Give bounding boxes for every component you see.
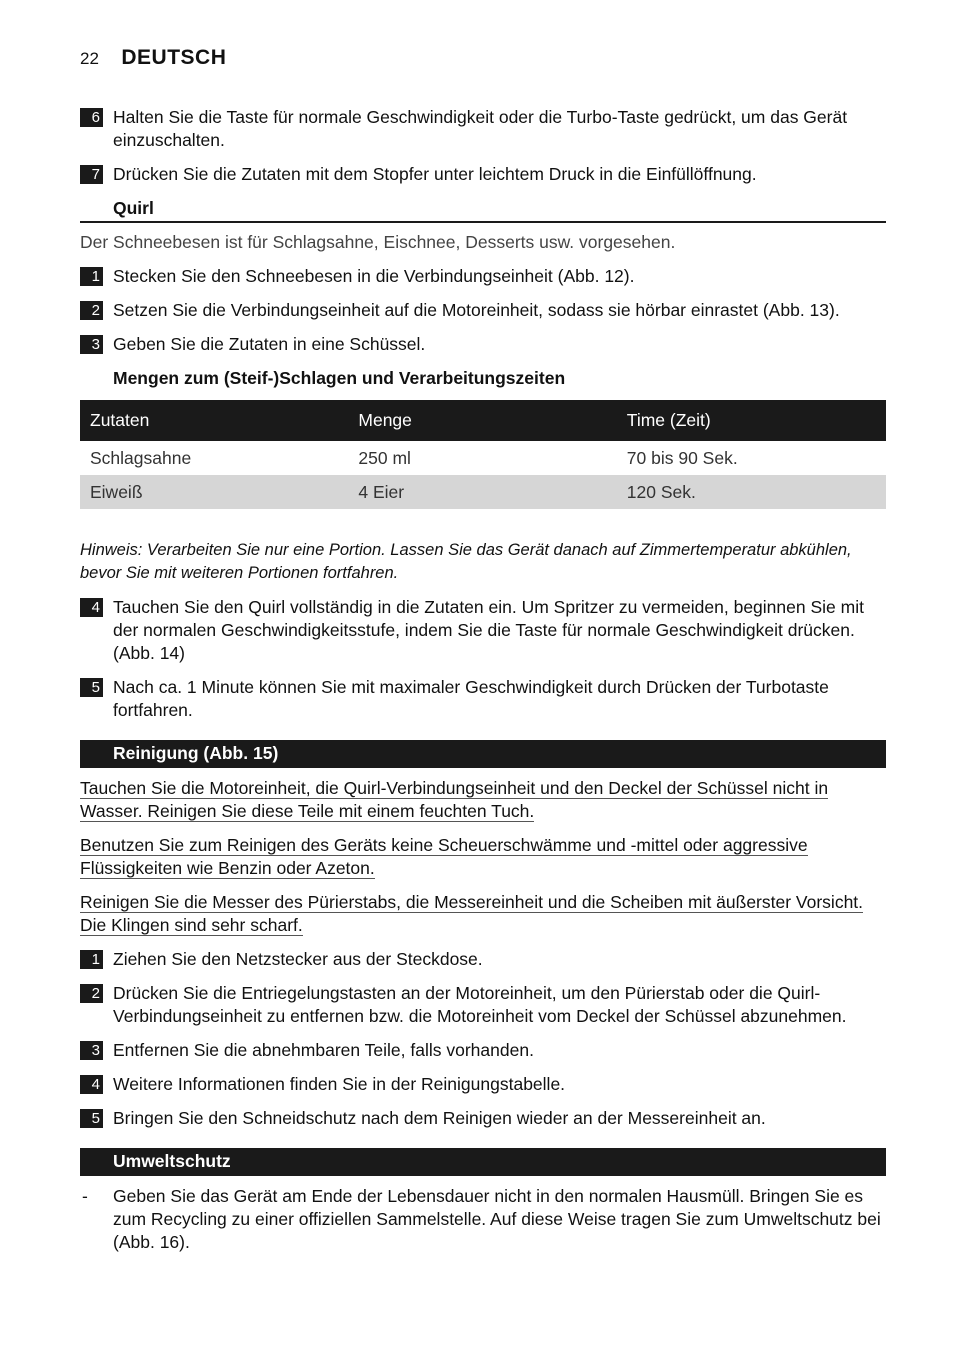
warning-text [80,891,886,937]
table-cell: 4 Eier [348,475,616,509]
warning-line: Reinigen Sie die Messer des Pürierstabs, die Messereinheit und die Scheiben mit äußerster Vorsicht. Die Klingen sind sehr scharf. [80,892,864,935]
page-header [80,46,226,70]
step-item [80,163,886,186]
warning-line: Benutzen Sie zum Reinigen des Geräts keine Scheuerschwämme und -mittel oder aggressive Flüssigkeiten wie Benzin oder Azeton. [80,835,808,878]
processing-table [80,400,886,509]
step-text: Stecken Sie den Schneebesen in die Verbindungseinheit (Abb. 12). [113,266,635,286]
step-item [80,299,886,322]
table-cell: 120 Sek. [617,475,886,509]
table-row [80,441,886,475]
step-number: 3 [80,1041,103,1060]
step-number: 6 [80,108,103,127]
column-header: Zutaten [80,400,348,441]
step-item [80,982,886,1028]
table-cell: Schlagsahne [90,447,192,468]
step-text: Halten Sie die Taste für normale Geschwindigkeit oder die Turbo-Taste gedrückt, um das Gerät einzuschalten. [113,107,848,150]
step-text: Drücken Sie die Entriegelungstasten an der Motoreinheit, um den Pürierstab oder die Quirl-Verbindungseinheit zu entfernen bzw. die Motoreinheit vom Deckel der Schüssel abzunehmen. [113,983,847,1026]
step-number: 1 [80,267,103,286]
language-title: DEUTSCH [121,46,227,69]
step-item [80,948,886,971]
note-text: Hinweis: Verarbeiten Sie nur eine Portion. Lassen Sie das Gerät danach auf Zimmertemperatur abkühlen, bevor Sie mit weiteren Portionen fortfahren. [80,541,852,582]
warning-text [80,777,886,823]
step-number: 2 [80,301,103,320]
warning-line: Tauchen Sie die Motoreinheit, die Quirl-Verbindungseinheit und den Deckel der Schüssel nicht in Wasser. Reinigen Sie diese Teile mit einem feuchten Tuch. [80,778,829,821]
step-number: 5 [80,1109,103,1128]
step-text: Nach ca. 1 Minute können Sie mit maximaler Geschwindigkeit durch Drücken der Turbotaste fortfahren. [113,677,829,720]
table-header-row [80,400,886,441]
section-heading-quirl: Quirl [80,197,886,223]
step-item [80,1107,886,1130]
step-item [80,676,886,722]
step-item [80,1073,886,1096]
step-number: 5 [80,678,103,697]
column-header: Menge [348,400,616,441]
column-header: Time (Zeit) [617,400,886,441]
step-text: Tauchen Sie den Quirl vollständig in die Zutaten ein. Um Spritzer zu vermeiden, beginnen Sie mit der normalen Geschwindigkeitsstufe, indem Sie die Taste für normale Geschwindigkeit drücken. (Abb. 14) [113,597,864,663]
step-number: 7 [80,165,103,184]
bullet-item [80,1185,886,1254]
step-item [80,333,886,356]
table-row [80,475,886,509]
dash-bullet: - [82,1186,88,1206]
step-number: 1 [80,950,103,969]
document-body [80,106,886,1265]
step-text: Setzen Sie die Verbindungseinheit auf die Motoreinheit, sodass sie hörbar einrastet (Abb. 13). [113,300,840,320]
step-number: 3 [80,335,103,354]
page-number: 22 [80,49,99,68]
step-text: Drücken Sie die Zutaten mit dem Stopfer unter leichtem Druck in die Einfüllöffnung. [113,164,757,184]
step-number: 4 [80,1075,103,1094]
warning-text [80,834,886,880]
table-cell: 70 bis 90 Sek. [626,447,738,468]
step-number: 2 [80,984,103,1003]
step-text: Ziehen Sie den Netzstecker aus der Steckdose. [113,949,483,969]
quirl-intro: Der Schneebesen ist für Schlagsahne, Eischnee, Desserts usw. vorgesehen. [80,232,676,252]
step-item [80,265,886,288]
step-text: Geben Sie die Zutaten in eine Schüssel. [113,334,426,354]
step-text: Bringen Sie den Schneidschutz nach dem Reinigen wieder an der Messereinheit an. [113,1108,766,1128]
section-heading-reinigung: Reinigung (Abb. 15) [80,740,886,768]
step-text: Entfernen Sie die abnehmbaren Teile, falls vorhanden. [113,1040,534,1060]
step-item [80,106,886,152]
table-heading: Mengen zum (Steif-)Schlagen und Verarbeitungszeiten [113,368,566,388]
step-item [80,1039,886,1062]
section-heading-umweltschutz: Umweltschutz [80,1148,886,1176]
bullet-text: Geben Sie das Gerät am Ende der Lebensdauer nicht in den normalen Hausmüll. Bringen Sie es zum Recycling zu einer offiziellen Sammelstelle. Auf diese Weise tragen Sie zum Umweltschutz bei (Abb. 16). [113,1186,881,1252]
table-cell: Eiweiß [80,475,348,509]
step-text: Weitere Informationen finden Sie in der Reinigungstabelle. [113,1074,566,1094]
table-cell: 250 ml [358,447,411,468]
step-item [80,596,886,665]
step-number: 4 [80,598,103,617]
